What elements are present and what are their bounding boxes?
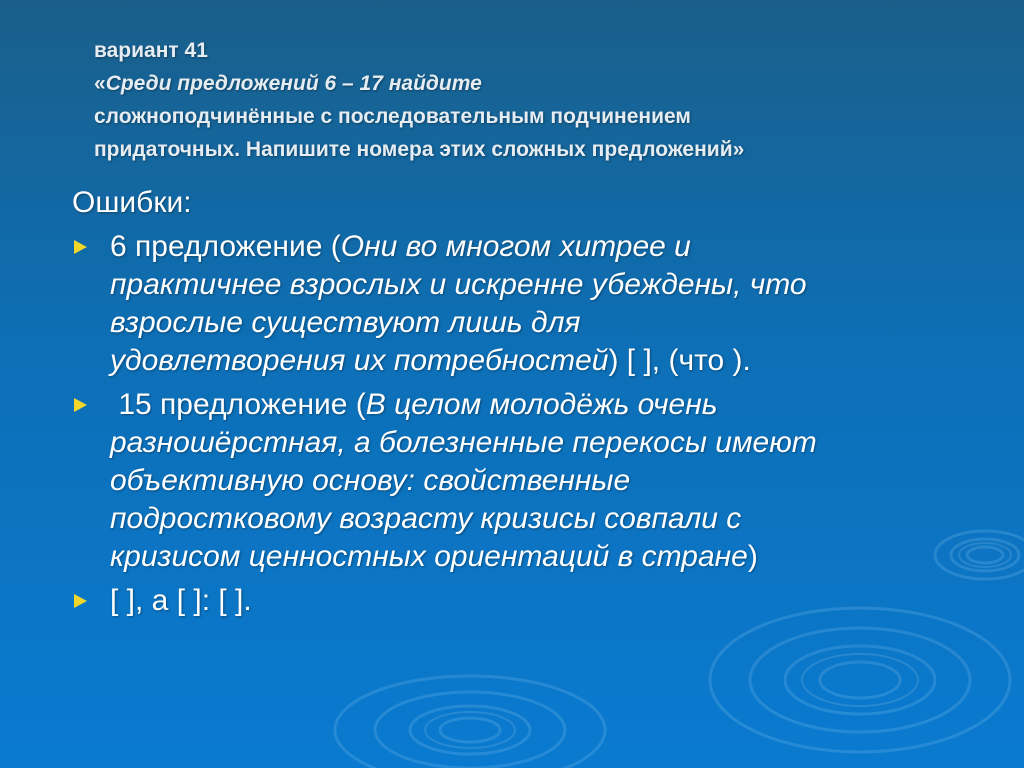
item-1-line-3: взрослые существуют лишь для [110, 306, 581, 339]
title-line-2-italic: Среди предложений 6 – 17 найдите [105, 72, 482, 95]
item-2-line-4: подростковому возрасту кризисы совпали с [110, 502, 742, 535]
item-1-plain-start: 6 предложение ( [110, 230, 341, 263]
item-2-line-1 [110, 386, 952, 424]
bullet-item-2 [72, 386, 952, 576]
bullet-item-1 [72, 228, 952, 380]
arrow-bullet-icon [74, 240, 87, 254]
item-2-italic-1: В целом молодёжь очень [365, 388, 718, 421]
item-3-text: [ ], а [ ]: [ ]. [110, 584, 252, 617]
item-1-italic-1: Они во многом хитрее и [340, 230, 691, 263]
item-2-line-5 [110, 538, 952, 576]
title-line-2 [94, 67, 974, 100]
item-1-line-2: практичнее взрослых и искренне убеждены, что [110, 268, 807, 301]
item-2-plain-start: 15 предложение ( [110, 388, 366, 421]
item-2-line-2: разношёрстная, а болезненные перекосы имеют [110, 426, 817, 459]
title-open-quote: « [94, 72, 106, 95]
item-1-italic-4: удовлетворения их потребностей [110, 344, 609, 377]
slide-title [94, 34, 974, 166]
errors-heading: Ошибки: [72, 186, 192, 219]
bullet-item-3 [72, 582, 952, 620]
title-variant: вариант 41 [94, 39, 208, 62]
arrow-bullet-icon [74, 398, 87, 412]
item-2-italic-5: кризисом ценностных ориентаций в стране [110, 540, 748, 573]
item-1-line-1 [110, 228, 952, 266]
item-1-line-4 [110, 342, 952, 380]
item-2-plain-end: ) [747, 540, 758, 573]
title-line-3: сложноподчинённые с последовательным подчинением [94, 105, 691, 128]
item-1-plain-end: ) [ ], (что ). [608, 344, 751, 377]
item-2-line-3: объективную основу: свойственные [110, 464, 631, 497]
arrow-bullet-icon [74, 594, 87, 608]
slide-body [72, 184, 952, 626]
title-line-4: придаточных. Напишите номера этих сложных предложений» [94, 138, 745, 161]
